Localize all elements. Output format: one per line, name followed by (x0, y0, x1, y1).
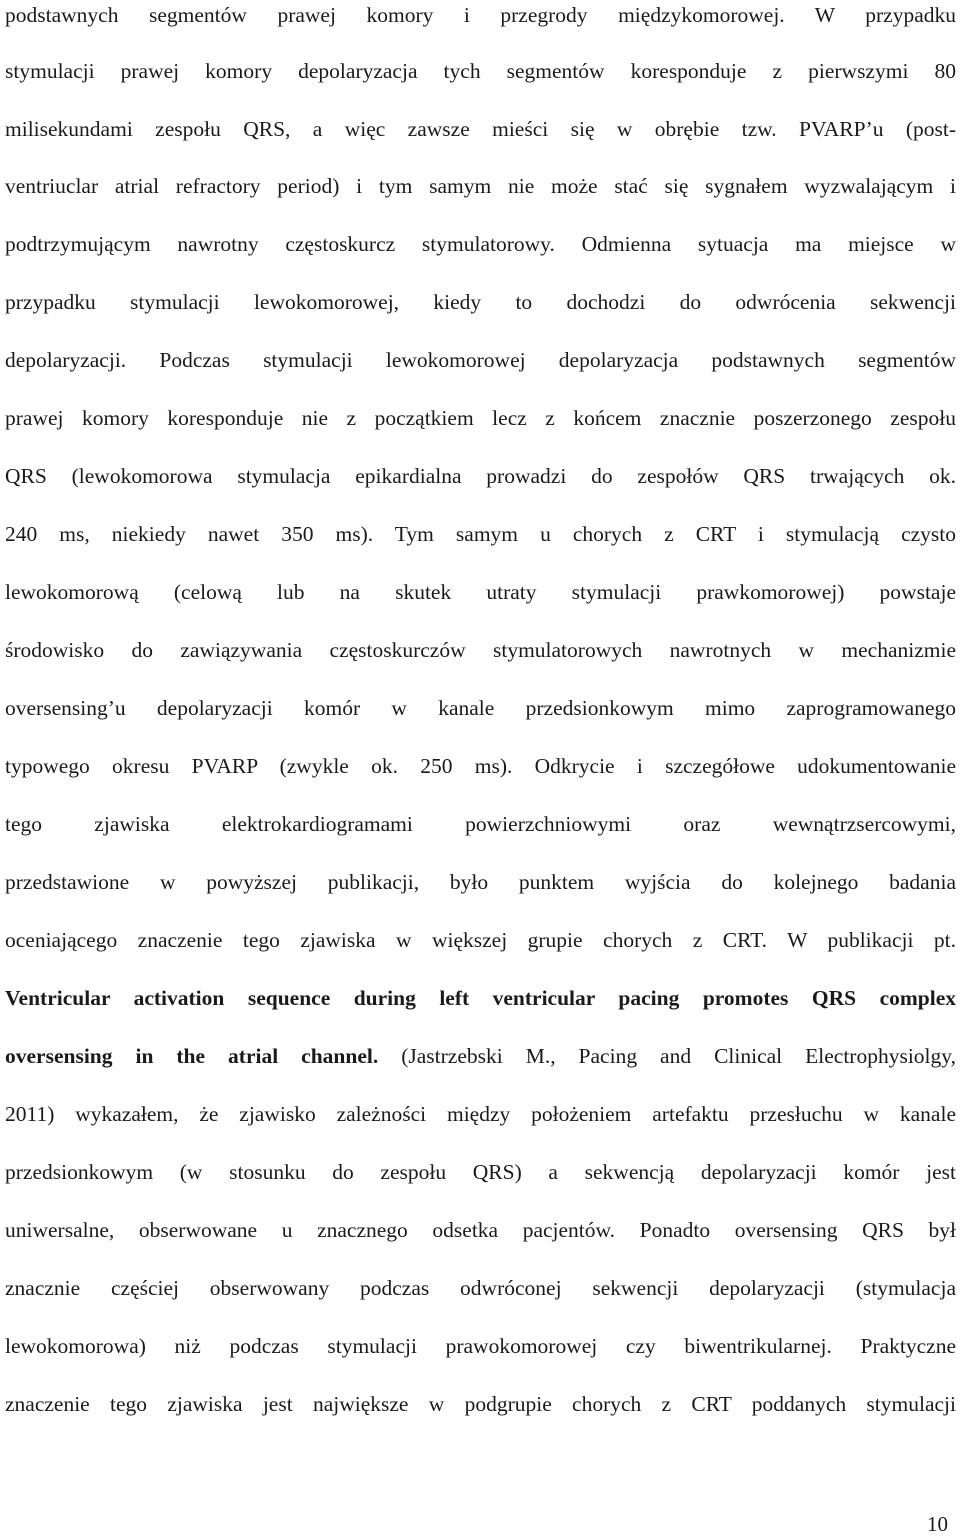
text-line: przedsionkowym (w stosunku do zespołu QRS) a sekwencją depolaryzacji komór jest (5, 1160, 956, 1184)
text-line: podstawnych segmentów prawej komory i przegrody międzykomorowej. W przypadku (5, 3, 956, 27)
text-line: stymulacji prawej komory depolaryzacja tych segmentów koresponduje z pierwszymi 80 (5, 59, 956, 83)
text-line: ventriuclar atrial refractory period) i tym samym nie może stać się sygnałem wyzwalającym i (5, 174, 956, 198)
text-line: lewokomorową (celową lub na skutek utraty stymulacji prawkomorowej) powstaje (5, 580, 956, 604)
citation-text: (Jastrzebski M., Pacing and Clinical Electrophysiolgy, (378, 1044, 956, 1068)
text-line: prawej komory koresponduje nie z początkiem lecz z końcem znacznie poszerzonego zespołu (5, 406, 956, 430)
text-line: oversensing’u depolaryzacji komór w kanale przedsionkowym mimo zaprogramowanego (5, 696, 956, 720)
text-line: 240 ms, niekiedy nawet 350 ms). Tym samym u chorych z CRT i stymulacją czysto (5, 522, 956, 546)
text-line: przypadku stymulacji lewokomorowej, kiedy to dochodzi do odwrócenia sekwencji (5, 290, 956, 314)
text-line: typowego okresu PVARP (zwykle ok. 250 ms). Odkrycie i szczegółowe udokumentowanie (5, 754, 956, 778)
page-number: 10 (927, 1512, 948, 1536)
publication-citation-line (5, 1041, 956, 1071)
publication-title-end: oversensing in the atrial channel. (5, 1044, 379, 1068)
text-line: znacznie częściej obserwowany podczas odwróconej sekwencji depolaryzacji (stymulacja (5, 1276, 956, 1300)
publication-title-line: Ventricular activation sequence during left ventricular pacing promotes QRS complex (5, 986, 956, 1010)
text-line: tego zjawiska elektrokardiogramami powierzchniowymi oraz wewnątrzsercowymi, (5, 812, 956, 836)
text-line: 2011) wykazałem, że zjawisko zależności między położeniem artefaktu przesłuchu w kanale (5, 1102, 956, 1126)
text-line: środowisko do zawiązywania częstoskurczów stymulatorowych nawrotnych w mechanizmie (5, 638, 956, 662)
text-line: podtrzymującym nawrotny częstoskurcz stymulatorowy. Odmienna sytuacja ma miejsce w (5, 232, 956, 256)
text-line: oceniającego znaczenie tego zjawiska w większej grupie chorych z CRT. W publikacji pt. (5, 928, 956, 952)
text-line: QRS (lewokomorowa stymulacja epikardialna prowadzi do zespołów QRS trwających ok. (5, 464, 956, 488)
text-line: znaczenie tego zjawiska jest największe w podgrupie chorych z CRT poddanych stymulacji (5, 1392, 956, 1416)
text-line: milisekundami zespołu QRS, a więc zawsze mieści się w obrębie tzw. PVARP’u (post- (5, 117, 956, 141)
text-line: depolaryzacji. Podczas stymulacji lewokomorowej depolaryzacja podstawnych segmentów (5, 348, 956, 372)
text-line: lewokomorowa) niż podczas stymulacji prawokomorowej czy biwentrikularnej. Praktyczne (5, 1334, 956, 1358)
text-line: przedstawione w powyższej publikacji, było punktem wyjścia do kolejnego badania (5, 870, 956, 894)
text-line: uniwersalne, obserwowane u znacznego odsetka pacjentów. Ponadto oversensing QRS był (5, 1218, 956, 1242)
